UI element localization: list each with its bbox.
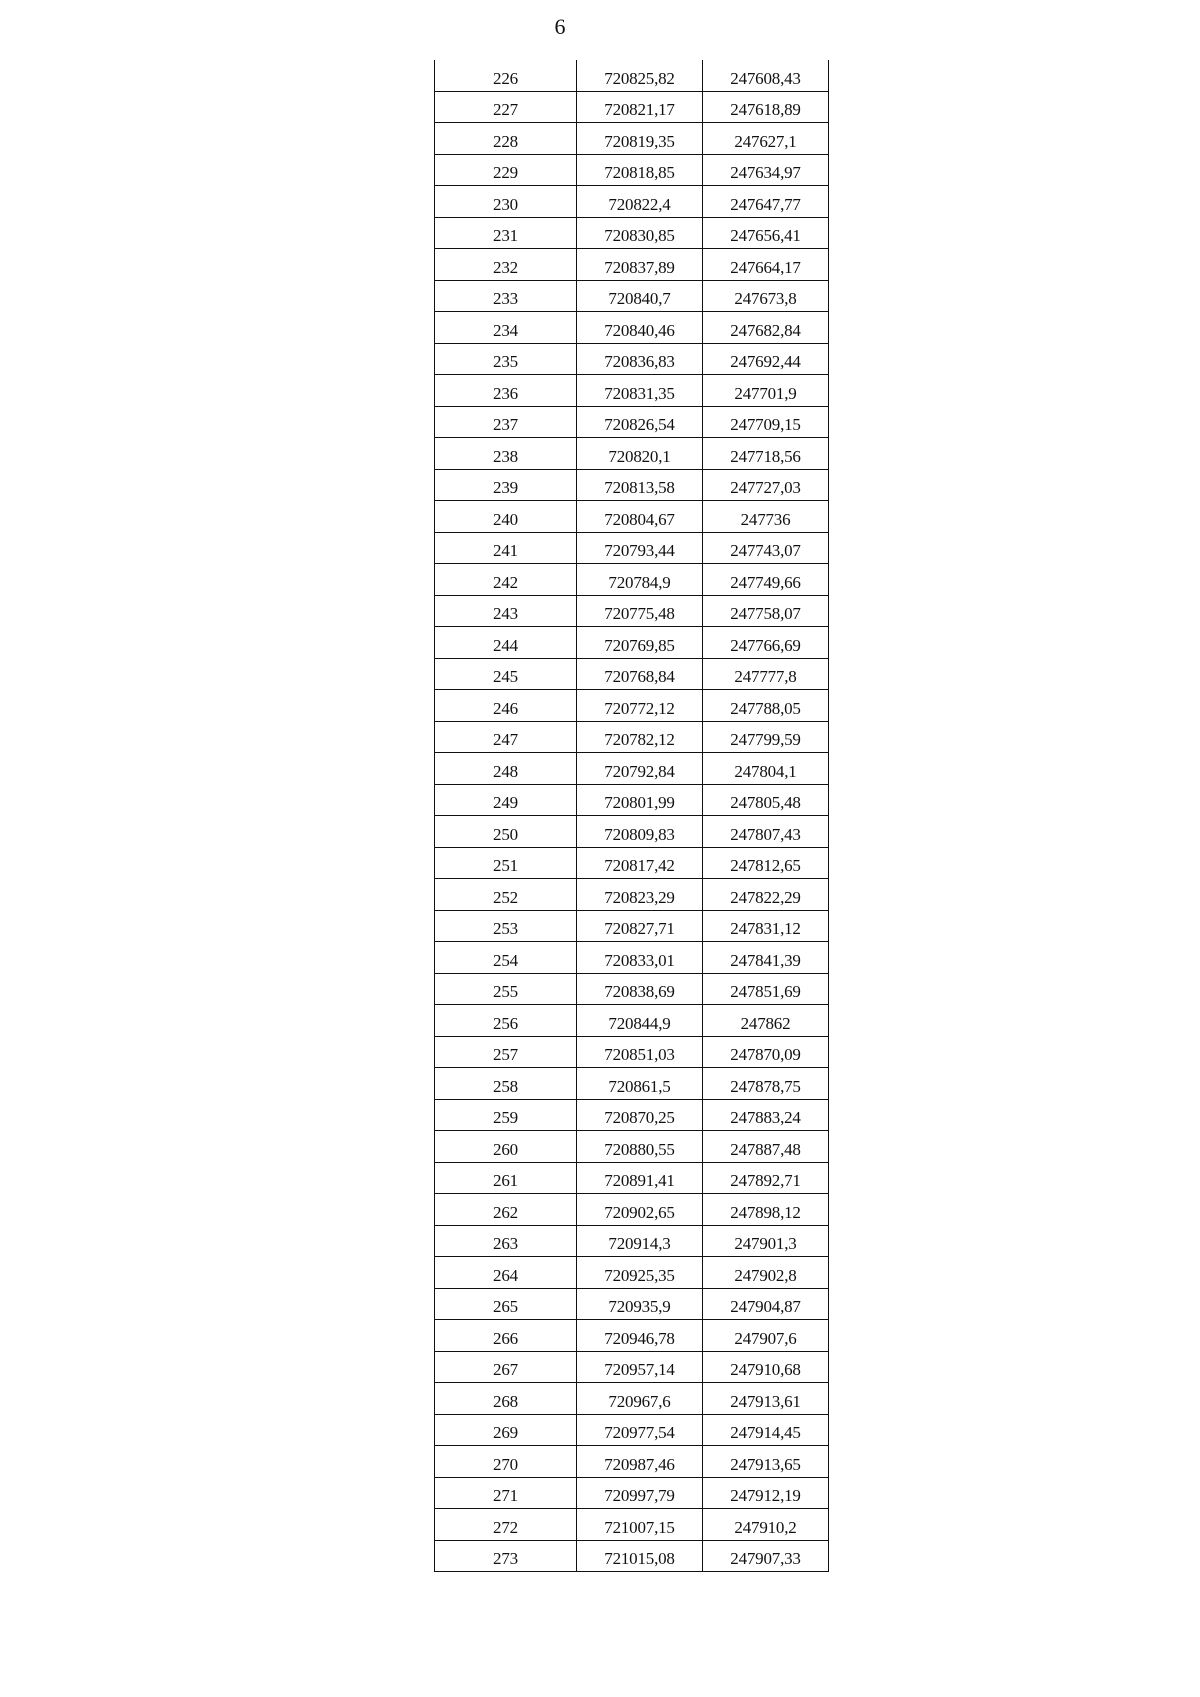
x-coordinate-cell: 720830,85 [577, 217, 703, 249]
table-row [435, 1540, 829, 1572]
x-coordinate-cell: 720809,83 [577, 816, 703, 848]
table-row [435, 1257, 829, 1289]
point-number-cell: 249 [435, 784, 577, 816]
table-row [435, 1099, 829, 1131]
y-coordinate-cell: 247870,09 [703, 1036, 829, 1068]
point-number-cell: 226 [435, 60, 577, 91]
y-coordinate-cell: 247910,68 [703, 1351, 829, 1383]
table-row [435, 1131, 829, 1163]
coordinates-table-body [435, 60, 829, 1572]
x-coordinate-cell: 720880,55 [577, 1131, 703, 1163]
table-row [435, 1288, 829, 1320]
y-coordinate-cell: 247788,05 [703, 690, 829, 722]
table-row [435, 343, 829, 375]
y-coordinate-cell: 247841,39 [703, 942, 829, 974]
x-coordinate-cell: 720820,1 [577, 438, 703, 470]
point-number-cell: 263 [435, 1225, 577, 1257]
y-coordinate-cell: 247682,84 [703, 312, 829, 344]
table-row [435, 1414, 829, 1446]
x-coordinate-cell: 720831,35 [577, 375, 703, 407]
y-coordinate-cell: 247902,8 [703, 1257, 829, 1289]
point-number-cell: 240 [435, 501, 577, 533]
x-coordinate-cell: 720844,9 [577, 1005, 703, 1037]
table-row [435, 1477, 829, 1509]
point-number-cell: 252 [435, 879, 577, 911]
table-row [435, 1162, 829, 1194]
y-coordinate-cell: 247777,8 [703, 658, 829, 690]
point-number-cell: 273 [435, 1540, 577, 1572]
y-coordinate-cell: 247910,2 [703, 1509, 829, 1541]
point-number-cell: 239 [435, 469, 577, 501]
point-number-cell: 242 [435, 564, 577, 596]
y-coordinate-cell: 247718,56 [703, 438, 829, 470]
table-row [435, 1509, 829, 1541]
x-coordinate-cell: 720801,99 [577, 784, 703, 816]
x-coordinate-cell: 720840,7 [577, 280, 703, 312]
x-coordinate-cell: 720977,54 [577, 1414, 703, 1446]
point-number-cell: 241 [435, 532, 577, 564]
point-number-cell: 258 [435, 1068, 577, 1100]
point-number-cell: 256 [435, 1005, 577, 1037]
table-row [435, 501, 829, 533]
x-coordinate-cell: 721015,08 [577, 1540, 703, 1572]
point-number-cell: 264 [435, 1257, 577, 1289]
x-coordinate-cell: 720902,65 [577, 1194, 703, 1226]
table-row [435, 91, 829, 123]
y-coordinate-cell: 247701,9 [703, 375, 829, 407]
y-coordinate-cell: 247887,48 [703, 1131, 829, 1163]
x-coordinate-cell: 720851,03 [577, 1036, 703, 1068]
table-row [435, 784, 829, 816]
point-number-cell: 253 [435, 910, 577, 942]
point-number-cell: 233 [435, 280, 577, 312]
point-number-cell: 236 [435, 375, 577, 407]
point-number-cell: 228 [435, 123, 577, 155]
point-number-cell: 265 [435, 1288, 577, 1320]
point-number-cell: 231 [435, 217, 577, 249]
y-coordinate-cell: 247804,1 [703, 753, 829, 785]
point-number-cell: 246 [435, 690, 577, 722]
x-coordinate-cell: 720818,85 [577, 154, 703, 186]
table-row [435, 879, 829, 911]
x-coordinate-cell: 720925,35 [577, 1257, 703, 1289]
x-coordinate-cell: 720987,46 [577, 1446, 703, 1478]
y-coordinate-cell: 247608,43 [703, 60, 829, 91]
x-coordinate-cell: 720997,79 [577, 1477, 703, 1509]
y-coordinate-cell: 247709,15 [703, 406, 829, 438]
table-row [435, 753, 829, 785]
x-coordinate-cell: 720772,12 [577, 690, 703, 722]
point-number-cell: 229 [435, 154, 577, 186]
x-coordinate-cell: 720861,5 [577, 1068, 703, 1100]
point-number-cell: 272 [435, 1509, 577, 1541]
point-number-cell: 262 [435, 1194, 577, 1226]
y-coordinate-cell: 247907,33 [703, 1540, 829, 1572]
x-coordinate-cell: 720825,82 [577, 60, 703, 91]
point-number-cell: 244 [435, 627, 577, 659]
x-coordinate-cell: 720769,85 [577, 627, 703, 659]
y-coordinate-cell: 247913,65 [703, 1446, 829, 1478]
point-number-cell: 227 [435, 91, 577, 123]
point-number-cell: 254 [435, 942, 577, 974]
table-row [435, 154, 829, 186]
table-row [435, 249, 829, 281]
table-row [435, 564, 829, 596]
x-coordinate-cell: 720821,17 [577, 91, 703, 123]
point-number-cell: 230 [435, 186, 577, 218]
x-coordinate-cell: 720826,54 [577, 406, 703, 438]
table-row [435, 1005, 829, 1037]
table-row [435, 438, 829, 470]
point-number-cell: 266 [435, 1320, 577, 1352]
y-coordinate-cell: 247647,77 [703, 186, 829, 218]
y-coordinate-cell: 247892,71 [703, 1162, 829, 1194]
y-coordinate-cell: 247758,07 [703, 595, 829, 627]
y-coordinate-cell: 247914,45 [703, 1414, 829, 1446]
table-row [435, 1446, 829, 1478]
x-coordinate-cell: 720817,42 [577, 847, 703, 879]
x-coordinate-cell: 720775,48 [577, 595, 703, 627]
point-number-cell: 268 [435, 1383, 577, 1415]
table-row [435, 1225, 829, 1257]
x-coordinate-cell: 720967,6 [577, 1383, 703, 1415]
table-row [435, 469, 829, 501]
table-row [435, 406, 829, 438]
x-coordinate-cell: 721007,15 [577, 1509, 703, 1541]
point-number-cell: 259 [435, 1099, 577, 1131]
table-row [435, 847, 829, 879]
point-number-cell: 247 [435, 721, 577, 753]
point-number-cell: 234 [435, 312, 577, 344]
table-row [435, 1351, 829, 1383]
y-coordinate-cell: 247618,89 [703, 91, 829, 123]
point-number-cell: 237 [435, 406, 577, 438]
y-coordinate-cell: 247807,43 [703, 816, 829, 848]
table-row [435, 1320, 829, 1352]
table-row [435, 312, 829, 344]
point-number-cell: 245 [435, 658, 577, 690]
x-coordinate-cell: 720792,84 [577, 753, 703, 785]
x-coordinate-cell: 720768,84 [577, 658, 703, 690]
table-row [435, 186, 829, 218]
x-coordinate-cell: 720837,89 [577, 249, 703, 281]
point-number-cell: 261 [435, 1162, 577, 1194]
y-coordinate-cell: 247883,24 [703, 1099, 829, 1131]
y-coordinate-cell: 247799,59 [703, 721, 829, 753]
y-coordinate-cell: 247812,65 [703, 847, 829, 879]
point-number-cell: 251 [435, 847, 577, 879]
x-coordinate-cell: 720819,35 [577, 123, 703, 155]
y-coordinate-cell: 247904,87 [703, 1288, 829, 1320]
y-coordinate-cell: 247898,12 [703, 1194, 829, 1226]
point-number-cell: 243 [435, 595, 577, 627]
point-number-cell: 235 [435, 343, 577, 375]
y-coordinate-cell: 247673,8 [703, 280, 829, 312]
y-coordinate-cell: 247907,6 [703, 1320, 829, 1352]
y-coordinate-cell: 247692,44 [703, 343, 829, 375]
table-row [435, 280, 829, 312]
y-coordinate-cell: 247656,41 [703, 217, 829, 249]
table-row [435, 658, 829, 690]
table-row [435, 1383, 829, 1415]
point-number-cell: 270 [435, 1446, 577, 1478]
y-coordinate-cell: 247634,97 [703, 154, 829, 186]
y-coordinate-cell: 247749,66 [703, 564, 829, 596]
x-coordinate-cell: 720935,9 [577, 1288, 703, 1320]
table-row [435, 942, 829, 974]
table-row [435, 973, 829, 1005]
x-coordinate-cell: 720813,58 [577, 469, 703, 501]
table-row [435, 532, 829, 564]
table-row [435, 816, 829, 848]
table-row [435, 595, 829, 627]
table-row [435, 375, 829, 407]
table-row [435, 627, 829, 659]
page-number: 6 [554, 14, 566, 39]
y-coordinate-cell: 247912,19 [703, 1477, 829, 1509]
x-coordinate-cell: 720833,01 [577, 942, 703, 974]
x-coordinate-cell: 720782,12 [577, 721, 703, 753]
table-row [435, 1194, 829, 1226]
table-row [435, 60, 829, 91]
table-row [435, 217, 829, 249]
y-coordinate-cell: 247805,48 [703, 784, 829, 816]
point-number-cell: 267 [435, 1351, 577, 1383]
table-row [435, 1068, 829, 1100]
table-row [435, 910, 829, 942]
x-coordinate-cell: 720946,78 [577, 1320, 703, 1352]
y-coordinate-cell: 247851,69 [703, 973, 829, 1005]
y-coordinate-cell: 247627,1 [703, 123, 829, 155]
point-number-cell: 255 [435, 973, 577, 1005]
point-number-cell: 269 [435, 1414, 577, 1446]
point-number-cell: 232 [435, 249, 577, 281]
y-coordinate-cell: 247831,12 [703, 910, 829, 942]
y-coordinate-cell: 247822,29 [703, 879, 829, 911]
y-coordinate-cell: 247743,07 [703, 532, 829, 564]
x-coordinate-cell: 720827,71 [577, 910, 703, 942]
y-coordinate-cell: 247664,17 [703, 249, 829, 281]
x-coordinate-cell: 720870,25 [577, 1099, 703, 1131]
x-coordinate-cell: 720957,14 [577, 1351, 703, 1383]
table-row [435, 1036, 829, 1068]
x-coordinate-cell: 720793,44 [577, 532, 703, 564]
coordinates-table [434, 60, 829, 1572]
x-coordinate-cell: 720822,4 [577, 186, 703, 218]
x-coordinate-cell: 720891,41 [577, 1162, 703, 1194]
y-coordinate-cell: 247901,3 [703, 1225, 829, 1257]
table-row [435, 123, 829, 155]
y-coordinate-cell: 247878,75 [703, 1068, 829, 1100]
point-number-cell: 250 [435, 816, 577, 848]
x-coordinate-cell: 720804,67 [577, 501, 703, 533]
y-coordinate-cell: 247862 [703, 1005, 829, 1037]
x-coordinate-cell: 720836,83 [577, 343, 703, 375]
x-coordinate-cell: 720840,46 [577, 312, 703, 344]
x-coordinate-cell: 720838,69 [577, 973, 703, 1005]
x-coordinate-cell: 720784,9 [577, 564, 703, 596]
table-row [435, 721, 829, 753]
table-row [435, 690, 829, 722]
point-number-cell: 257 [435, 1036, 577, 1068]
x-coordinate-cell: 720823,29 [577, 879, 703, 911]
y-coordinate-cell: 247727,03 [703, 469, 829, 501]
y-coordinate-cell: 247736 [703, 501, 829, 533]
point-number-cell: 260 [435, 1131, 577, 1163]
x-coordinate-cell: 720914,3 [577, 1225, 703, 1257]
y-coordinate-cell: 247766,69 [703, 627, 829, 659]
y-coordinate-cell: 247913,61 [703, 1383, 829, 1415]
point-number-cell: 238 [435, 438, 577, 470]
point-number-cell: 271 [435, 1477, 577, 1509]
point-number-cell: 248 [435, 753, 577, 785]
